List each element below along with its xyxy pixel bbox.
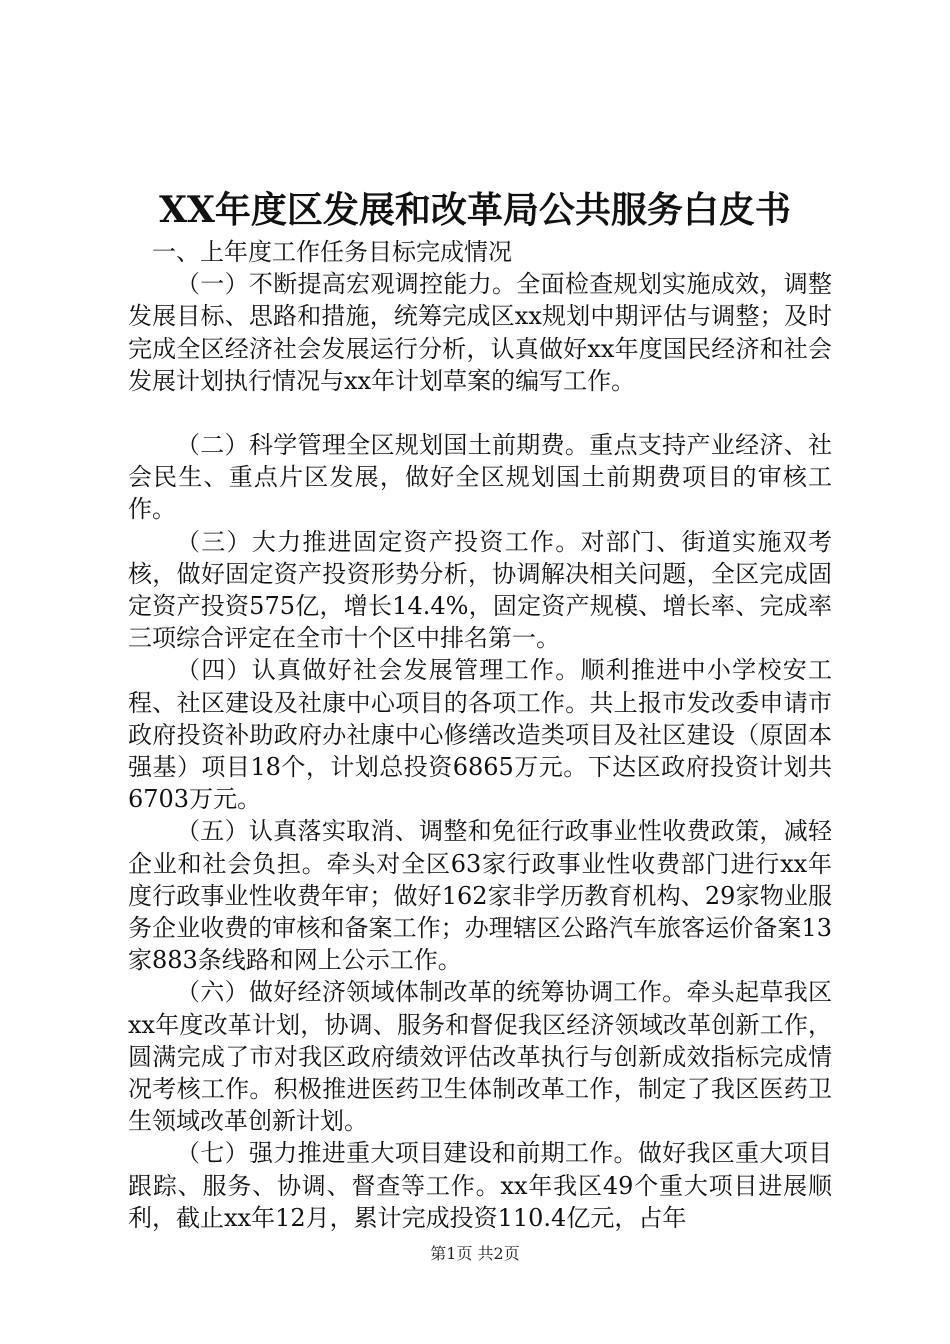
document-body xyxy=(128,236,832,1234)
paragraph-2: （二）科学管理全区规划国土前期费。重点支持产业经济、社会民生、重点片区发展，做好全区规划国土前期费项目的审核工作。 xyxy=(128,431,832,524)
paragraph-4: （四）认真做好社会发展管理工作。顺利推进中小学校安工程、社区建设及社康中心项目的各项工作。共上报市发改委申请市政府投资补助政府办社康中心修缮改造类项目及社区建设（原固本强基）项目18个，计划总投资6865万元。下达区政府投资计划共6703万元。 xyxy=(128,656,832,814)
paragraph-5: （五）认真落实取消、调整和免征行政事业性收费政策，减轻企业和社会负担。牵头对全区63家行政事业性收费部门进行xx年度行政事业性收费年审；做好162家非学历教育机构、29家物业服务企业收费的审核和备案工作；办理辖区公路汽车旅客运价备案13家883条线路和网上公示工作。 xyxy=(128,817,832,975)
page-indicator: 第1页 共2页 xyxy=(430,1244,520,1263)
paragraph-3: （三）大力推进固定资产投资工作。对部门、街道实施双考核，做好固定资产投资形势分析，协调解决相关问题，全区完成固定资产投资575亿，增长14.4%，固定资产规模、增长率、完成率三项综合评定在全市十个区中排名第一。 xyxy=(128,527,832,653)
paragraph-7: （七）强力推进重大项目建设和前期工作。做好我区重大项目跟踪、服务、协调、督查等工作。xx年我区49个重大项目进展顺利，截止xx年12月，累计完成投资110.4亿元，占年 xyxy=(128,1139,832,1232)
document-title: XX年度区发展和改革局公共服务白皮书 xyxy=(159,189,791,231)
paragraph-6: （六）做好经济领域体制改革的统筹协调工作。牵头起草我区xx年度改革计划，协调、服务和督促我区经济领域改革创新工作，圆满完成了市对我区政府绩效评估改革执行与创新成效指标完成情况考核工作。积极推进医药卫生体制改革工作，制定了我区医药卫生领域改革创新计划。 xyxy=(128,978,832,1136)
section-heading: 一、上年度工作任务目标完成情况 xyxy=(152,238,512,266)
paragraph-1: （一）不断提高宏观调控能力。全面检查规划实施成效，调整发展目标、思路和措施，统筹完成区xx规划中期评估与调整；及时完成全区经济社会发展运行分析，认真做好xx年度国民经济和社会发展计划执行情况与xx年计划草案的编写工作。 xyxy=(128,270,832,395)
